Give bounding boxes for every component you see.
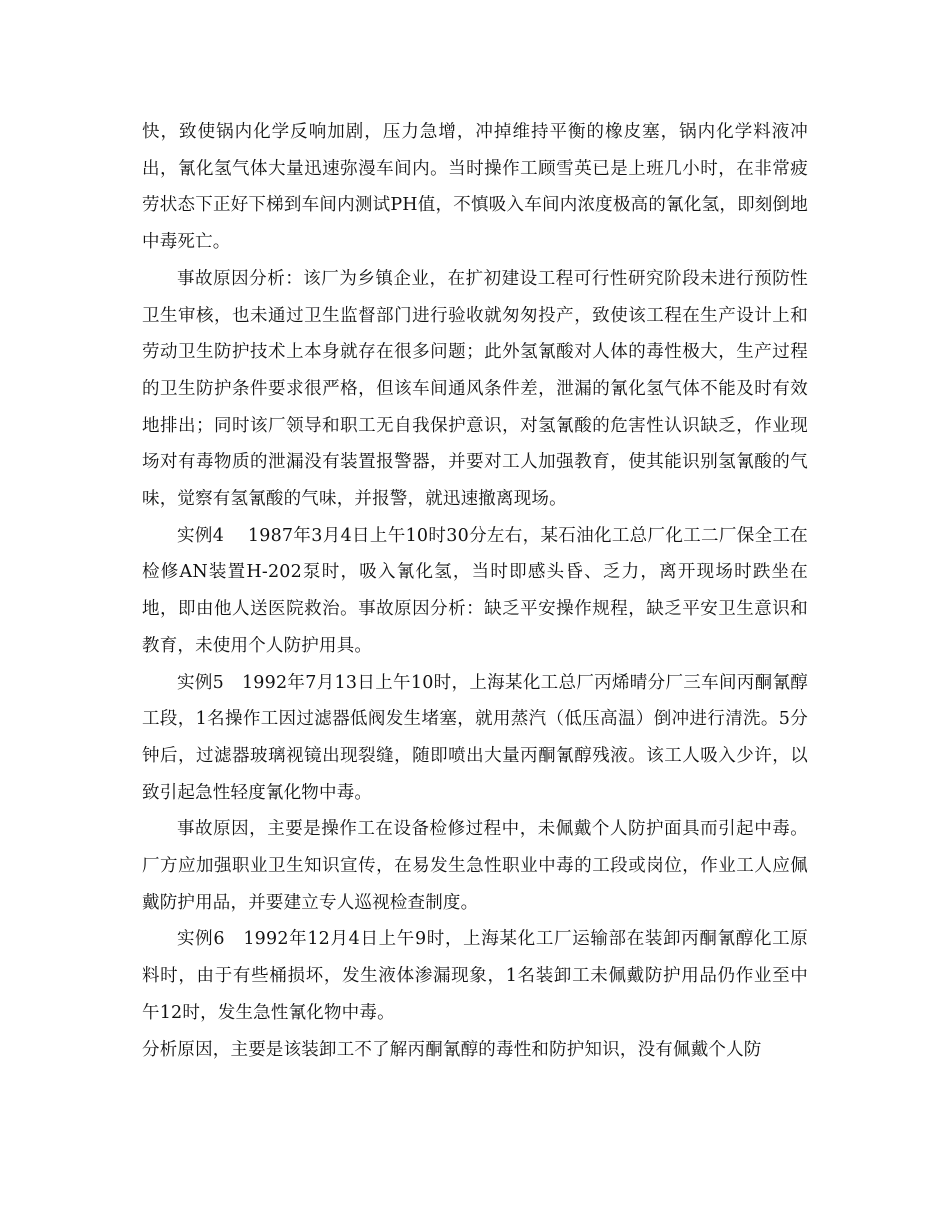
paragraph-case-5-cause: 事故原因，主要是操作工在设备检修过程中，未佩戴个人防护面具而引起中毒。厂方应加强职业卫生知识宣传，在易发生急性职业中毒的工段或岗位，作业工人应佩戴防护用品，并要建立专人巡视检查制度。 bbox=[142, 819, 808, 913]
paragraph-accident-description: 快，致使锅内化学反响加剧，压力急增，冲掉维持平衡的橡皮塞，锅内化学料液冲出，氰化氢气体大量迅速弥漫车间内。当时操作工顾雪英已是上班几小时，在非常疲劳状态下正好下梯到车间内测试PH值，不慎吸入车间内浓度极高的氰化氢，即刻倒地中毒死亡。 bbox=[142, 122, 808, 253]
paragraph-case-5: 实例5 1992年7月13日上午10时，上海某化工总厂丙烯晴分厂三车间丙酮氰醇工段，1名操作工因过滤器低阀发生堵塞，就用蒸汽（低压高温）倒冲进行清洗。5分钟后，过滤器玻璃视镜出现裂缝，随即喷出大量丙酮氰醇残液。该工人吸入少许，以致引起急性轻度氰化物中毒。 bbox=[142, 672, 808, 803]
document-body bbox=[142, 114, 808, 1068]
paragraph-cause-analysis: 事故原因分析：该厂为乡镇企业，在扩初建设工程可行性研究阶段未进行预防性卫生审核，也未通过卫生监督部门进行验收就匆匆投产，致使该工程在生产设计上和劳动卫生防护技术上本身就存在很多问题；此外氢氰酸对人体的毒性极大，生产过程的卫生防护条件要求很严格，但该车间通风条件差，泄漏的氰化氢气体不能及时有效地排出；同时该厂领导和职工无自我保护意识，对氢氰酸的危害性认识缺乏，作业现场对有毒物质的泄漏没有装置报警器，并要对工人加强教育，使其能识别氢氰酸的气味，觉察有氢氰酸的气味，并报警，就迅速撤离现场。 bbox=[142, 268, 808, 510]
paragraph-case-6: 实例6 1992年12月4日上午9时，上海某化工厂运输部在装卸丙酮氰醇化工原料时，由于有些桶损坏，发生液体渗漏现象，1名装卸工未佩戴防护用品仍作业至中午12时，发生急性氰化物中毒。 bbox=[142, 929, 808, 1023]
paragraph-case-6-cause: 分析原因，主要是该装卸工不了解丙酮氰醇的毒性和防护知识，没有佩戴个人防 bbox=[142, 1039, 762, 1060]
paragraph-case-4: 实例4 1987年3月4日上午10时30分左右，某石油化工总厂化工二厂保全工在检修AN装置H-202泵时，吸入氰化氢，当时即感头昏、乏力，离开现场时跌坐在地，即由他人送医院救治。事故原因分析：缺乏平安操作规程，缺乏平安卫生意识和教育，未使用个人防护用具。 bbox=[142, 525, 808, 656]
